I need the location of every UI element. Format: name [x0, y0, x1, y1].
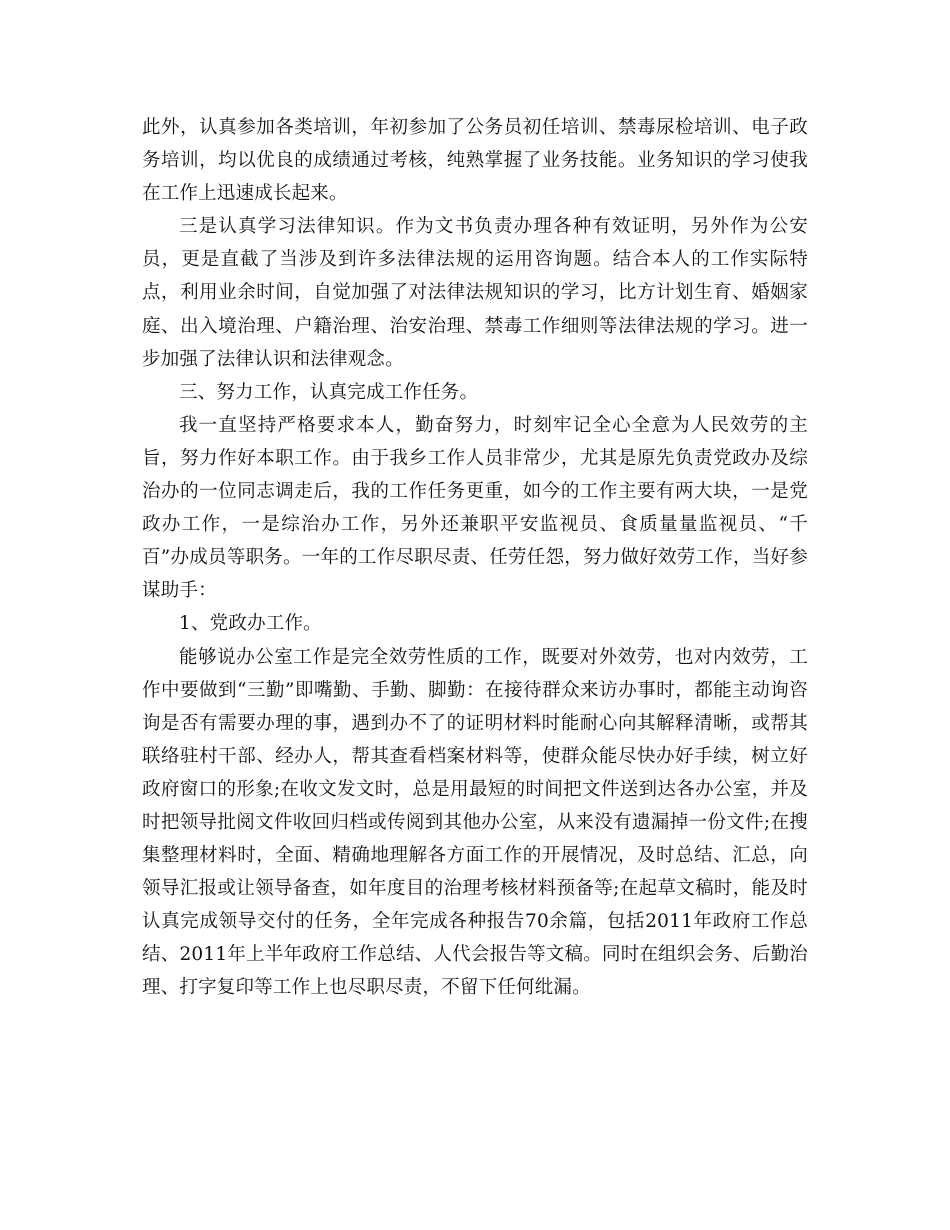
paragraph-work-overview: 我一直坚持严格要求本人，勤奋努力，时刻牢记全心全意为人民效劳的主旨，努力作好本职工作。由于我乡工作人员非常少，尤其是原先负责党政办及综治办的一位同志调走后，我的工作任务更重，如今的工作主要有两大块，一是党政办工作，一是综治办工作，另外还兼职平安监视员、食质量量监视员、“千百”办成员等职务。一年的工作尽职尽责、任劳任怨，努力做好效劳工作，当好参谋助手：: [142, 414, 808, 602]
paragraph-legal-study: 三是认真学习法律知识。作为文书负责办理各种有效证明，另外作为公安员，更是直截了当涉及到许多法律法规的运用咨询题。结合本人的工作实际特点，利用业余时间，自觉加强了对法律法规知识的学习，比方计划生育、婚姻家庭、出入境治理、户籍治理、治安治理、禁毒工作细则等法律法规的学习。进一步加强了法律认识和法律观念。: [142, 216, 808, 370]
paragraph-office-work: 能够说办公室工作是完全效劳性质的工作，既要对外效劳，也对内效劳，工作中要做到“三勤”即嘴勤、手勤、脚勤：在接待群众来访办事时，都能主动询咨询是否有需要办理的事，遇到办不了的证明材料时能耐心向其解释清晰，或帮其联络驻村干部、经办人，帮其查看档案材料等，使群众能尽快办好手续，树立好政府窗口的形象;在收文发文时，总是用最短的时间把文件送到达各办公室，并及时把领导批阅文件收回归档或传阅到其他办公室，从来没有遗漏掉一份文件;在搜集整理材料时，全面、精确地理解各方面工作的开展情况，及时总结、汇总，向领导汇报或让领导备查，如年度目的治理考核材料预备等;在起草文稿时，能及时认真完成领导交付的任务，全年完成各种报告70余篇，包括2011年政府工作总结、2011年上半年政府工作总结、人代会报告等文稿。同时在组织会务、后勤治理、打字复印等工作上也尽职尽责，不留下任何纰漏。: [142, 646, 808, 999]
section-heading-work: 三、努力工作，认真完成工作任务。: [179, 381, 479, 403]
paragraph-training: 此外，认真参加各类培训，年初参加了公务员初任培训、禁毒尿检培训、电子政务培训，均以优良的成绩通过考核，纯熟掌握了业务技能。业务知识的学习使我在工作上迅速成长起来。: [142, 117, 808, 205]
document-body: [142, 111, 808, 1005]
subheading-party-office: 1、党政办工作。: [179, 613, 322, 635]
